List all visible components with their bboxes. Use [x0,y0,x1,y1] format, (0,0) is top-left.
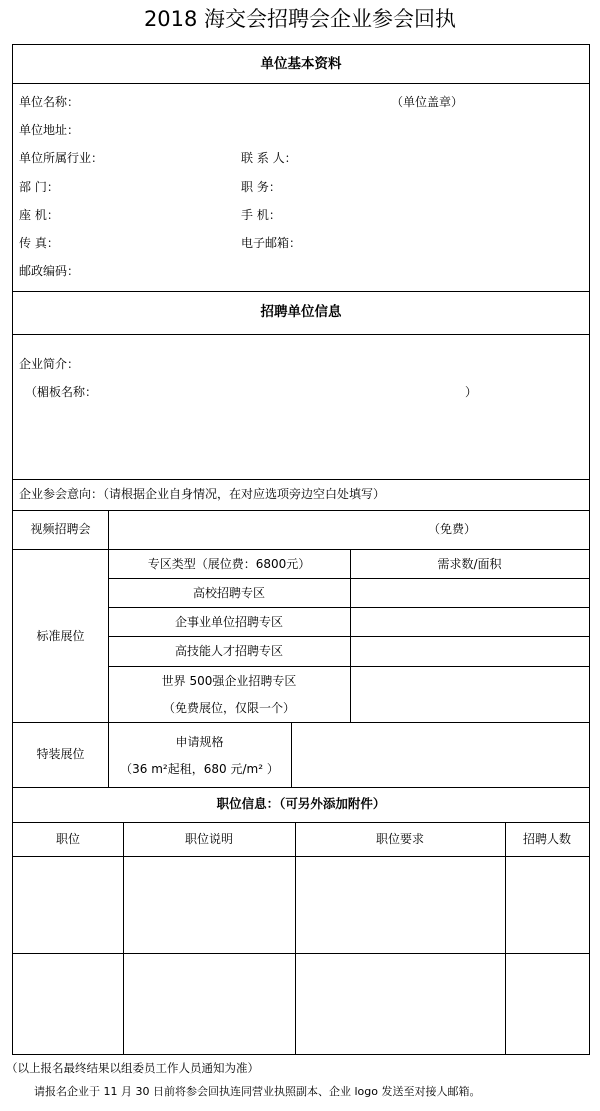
zone-skilled: 高技能人才招聘专区 [174,644,283,658]
label-phone: 座 机： [19,208,59,222]
col-requirements: 职位要求 [375,832,424,846]
col-headcount: 招聘人数 [522,832,571,846]
receipt-form [12,44,590,1055]
label-industry: 单位所属行业： [19,151,104,165]
label-standard-booth: 标准展位 [36,629,85,643]
rule [108,636,589,637]
rule [108,607,589,608]
section-header-basic: 单位基本资料 [260,56,342,72]
rule [13,479,589,480]
rule [13,334,589,335]
rule [505,822,506,1054]
label-intro: 企业简介： [19,357,80,371]
label-intent: 企业参会意向：（请根据企业自身情况，在对应选项旁边空白处填写） [19,487,386,501]
rule [13,953,589,954]
label-booth-name: （楣板名称： [25,385,98,399]
rule [108,578,589,579]
rule [108,666,589,667]
rule [13,83,589,84]
rule [13,291,589,292]
col-position: 职位 [55,832,80,846]
rule [123,822,124,1054]
footer-note: （以上报名最终结果以组委员工作人员通知为准） [6,1061,259,1075]
zone-top500-note: （免费展位，仅限一个） [162,701,295,715]
label-mobile: 手 机： [241,208,281,222]
rule [291,722,292,787]
label-spec: 申请规格 [175,735,224,749]
rule [13,549,589,550]
label-email: 电子邮箱： [241,236,302,250]
label-stamp: （单位盖章） [391,95,464,109]
label-unit-name: 单位名称： [19,95,80,109]
rule [13,856,589,857]
label-special-booth: 特装展位 [36,747,85,761]
section-header-recruit: 招聘单位信息 [260,304,342,320]
label-spec-detail: （36 m²起租，680 元/m² ） [120,762,279,776]
section-header-jobs: 职位信息：（可另外添加附件） [216,796,386,811]
label-zone-type: 专区类型（展位费：6800元） [147,557,311,571]
label-contact: 联 系 人： [241,151,297,165]
zone-university: 高校招聘专区 [192,586,265,600]
label-address: 单位地址： [19,123,80,137]
label-demand: 需求数/面积 [437,557,502,571]
label-video-fair: 视频招聘会 [30,522,91,536]
rule [13,787,589,788]
label-booth-name-close: ） [465,385,478,399]
rule [295,822,296,1054]
zone-enterprise: 企事业单位招聘专区 [174,615,283,629]
label-department: 部 门： [19,180,59,194]
label-fax: 传 真： [19,236,59,250]
rule [13,722,589,723]
zone-top500: 世界 500强企业招聘专区 [161,674,297,688]
label-postcode: 邮政编码： [19,264,80,278]
page-title: 2018 海交会招聘会企业参会回执 [143,7,457,31]
footer-instruction: 请报名企业于 11 月 30 日前将参会回执连同营业执照副本、企业 logo 发送至对接人邮箱。 [34,1085,481,1098]
rule [13,822,589,823]
rule [350,549,351,722]
col-description: 职位说明 [184,832,233,846]
label-video-free: （免费） [428,522,477,536]
rule [13,510,589,511]
label-position: 职 务： [241,180,281,194]
